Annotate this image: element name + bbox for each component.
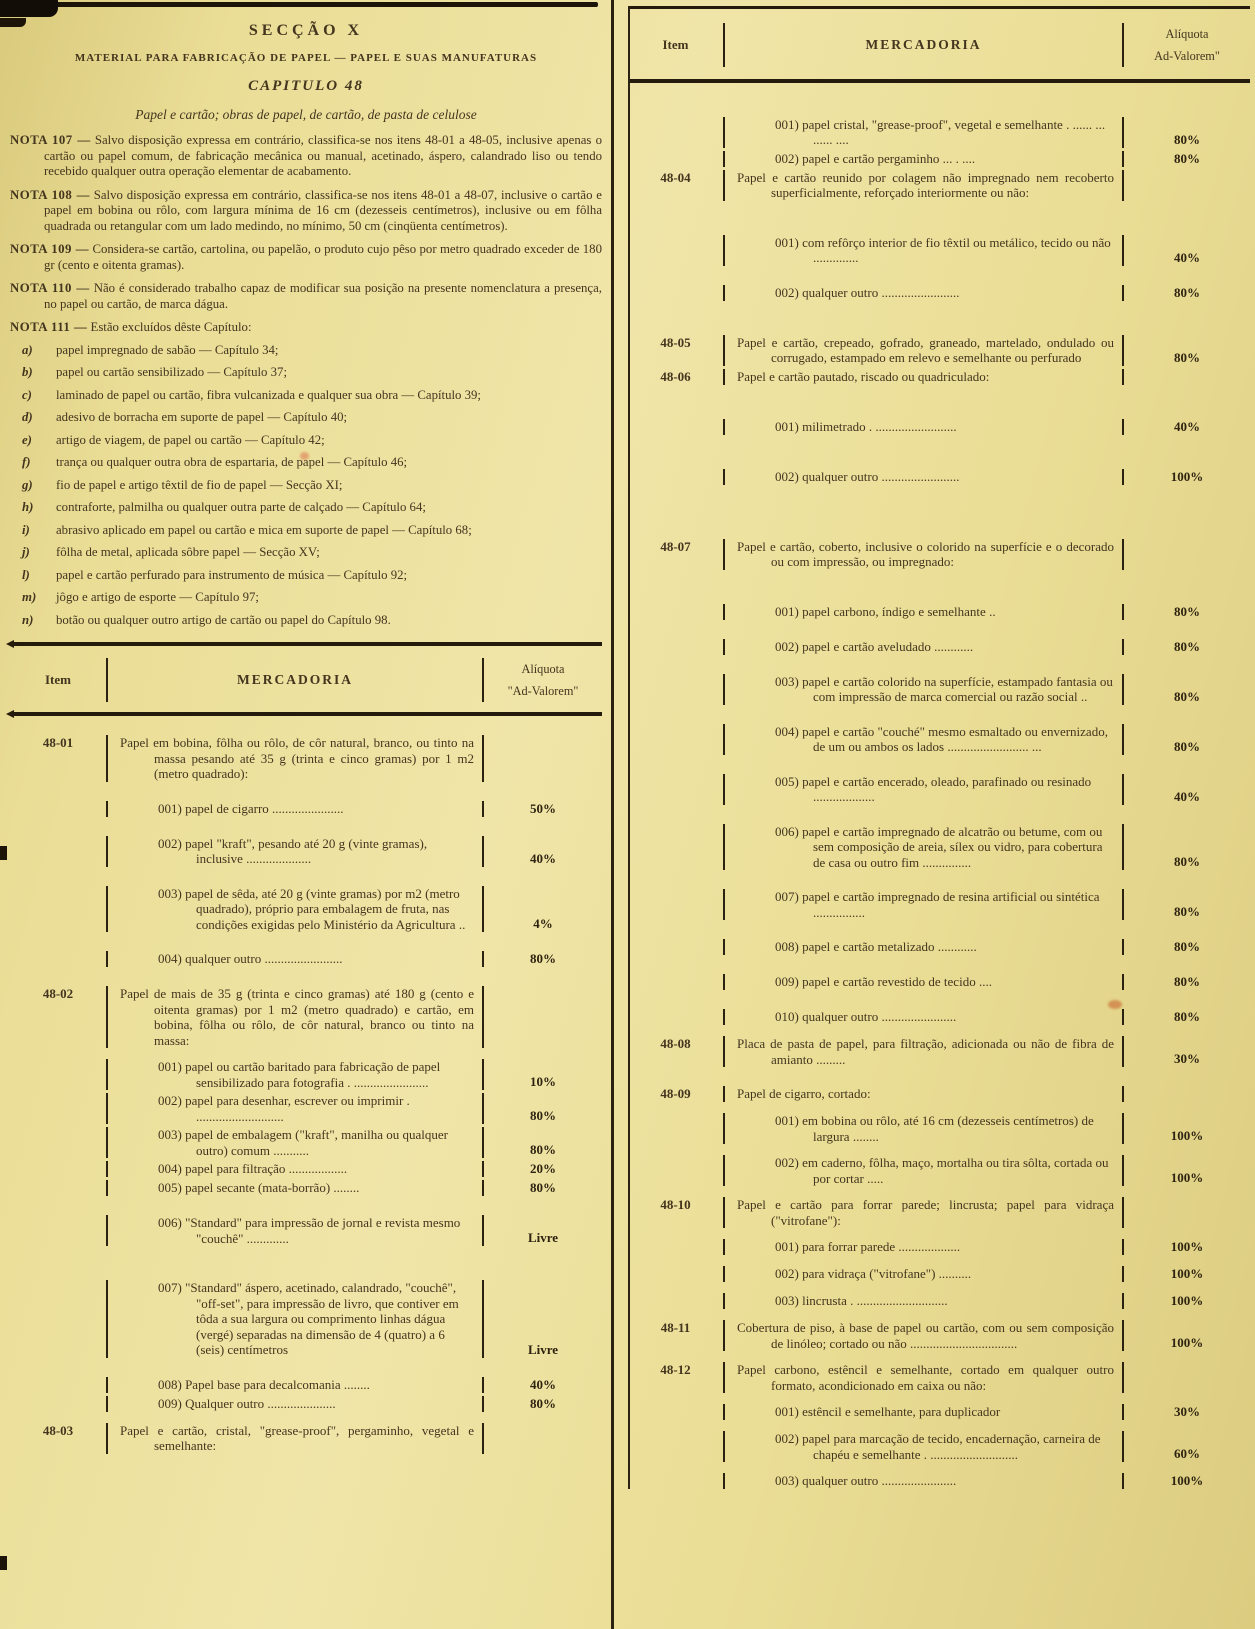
exclusion-item bbox=[10, 568, 602, 584]
aliquota-line1: Alíquota bbox=[1165, 27, 1209, 41]
exclusion-item bbox=[10, 433, 602, 449]
item-description: 001) papel cristal, "grease-proof", vegetal e semelhante . ...... ... ...... .... bbox=[775, 116, 1106, 147]
column-divider-rule bbox=[611, 0, 614, 1629]
item-description: 002) qualquer outro ........................ bbox=[775, 284, 960, 300]
column-header-item: Item bbox=[662, 37, 689, 52]
exclusion-letter: j) bbox=[22, 545, 30, 559]
note-text: Não é considerado trabalho capaz de modificar sua posição na presente nomenclatura a presença, no papel ou cartão, de marca dágua. bbox=[44, 281, 602, 311]
table-row bbox=[628, 235, 1250, 266]
chapter-title: CAPITULO 48 bbox=[248, 78, 364, 94]
table-row bbox=[628, 1293, 1250, 1309]
item-description-cell bbox=[723, 419, 1124, 435]
exclusion-letter: i) bbox=[22, 522, 30, 537]
item-description: 001) papel carbono, índigo e semelhante .. bbox=[775, 603, 996, 619]
exclusion-list bbox=[10, 343, 602, 629]
table-row bbox=[628, 369, 1250, 385]
table-row bbox=[628, 1473, 1250, 1489]
table-row bbox=[628, 1009, 1250, 1025]
table-row bbox=[628, 1320, 1250, 1351]
exclusion-letter: m) bbox=[22, 590, 37, 604]
exclusion-item bbox=[10, 410, 602, 426]
table-row bbox=[10, 735, 602, 782]
aliquota-line2: Ad-Valorem" bbox=[1154, 49, 1220, 63]
table-row bbox=[628, 824, 1250, 871]
item-description: 002) em caderno, fôlha, maço, mortalha ou tira sôlta, cortada ou por cortar ..... bbox=[775, 1155, 1109, 1186]
item-description-cell bbox=[723, 170, 1124, 201]
item-description: 004) papel para filtração .................. bbox=[158, 1161, 348, 1176]
item-description-cell bbox=[106, 1161, 484, 1177]
item-description: 004) papel e cartão "couché" mesmo esmaltado ou envernizado, de um ou ambos os lados ......................... ... bbox=[775, 723, 1108, 754]
table-row bbox=[628, 285, 1250, 301]
exclusion-letter: f) bbox=[22, 455, 31, 469]
section-title: SECÇÃO X bbox=[248, 22, 364, 39]
table-row bbox=[628, 974, 1250, 990]
item-rate: Livre bbox=[527, 1230, 559, 1245]
table-row bbox=[628, 335, 1250, 366]
item-rate: 100% bbox=[1170, 468, 1204, 484]
table-row bbox=[10, 1059, 602, 1090]
item-rate: 80% bbox=[530, 1180, 556, 1195]
table-body bbox=[628, 117, 1250, 1490]
note-text: Estão excluídos dêste Capítulo: bbox=[87, 320, 252, 334]
item-description-cell bbox=[106, 986, 484, 1048]
exclusion-text: artigo de viagem, de papel ou cartão — Capítulo 42; bbox=[56, 432, 325, 447]
exclusion-letter: l) bbox=[22, 567, 30, 582]
right-column bbox=[620, 6, 1250, 1489]
item-rate: 80% bbox=[1174, 603, 1200, 619]
item-description-cell bbox=[106, 801, 484, 817]
exclusion-item bbox=[10, 478, 602, 494]
item-rate: 80% bbox=[530, 1108, 556, 1123]
table-top-rule bbox=[10, 642, 602, 646]
chapter-subtitle: Papel e cartão; obras de papel, de cartão, de pasta de celulose bbox=[135, 107, 477, 122]
note-label: NOTA 110 — bbox=[10, 281, 90, 295]
aliquota-line2: "Ad-Valorem" bbox=[507, 684, 579, 698]
table-row bbox=[10, 801, 602, 817]
table-row bbox=[628, 1362, 1250, 1393]
item-description: 001) papel ou cartão baritado para fabricação de papel sensibilizado para fotografia . ....................... bbox=[158, 1059, 441, 1090]
item-rate: 30% bbox=[1174, 1404, 1200, 1419]
exclusion-text: contraforte, palmilha ou qualquer outra parte de calçado — Capítulo 64; bbox=[56, 500, 426, 514]
item-description: 001) milimetrado . ......................... bbox=[775, 418, 957, 434]
item-description-cell bbox=[723, 889, 1124, 920]
column-header-mercadoria: MERCADORIA bbox=[106, 658, 484, 702]
item-description: 005) papel secante (mata-borrão) ........ bbox=[158, 1180, 360, 1195]
item-rate: 80% bbox=[1174, 150, 1200, 166]
item-description-cell bbox=[723, 1239, 1124, 1255]
exclusion-text: fôlha de metal, aplicada sôbre papel — Secção XV; bbox=[56, 545, 320, 559]
item-code: 48-09 bbox=[660, 1086, 691, 1101]
note-label: NOTA 108 — bbox=[10, 187, 90, 202]
item-description-cell bbox=[106, 1280, 484, 1358]
section-subtitle: MATERIAL PARA FABRICAÇÃO DE PAPEL — PAPEL E SUAS MANUFATURAS bbox=[74, 52, 538, 64]
column-header-aliquota bbox=[484, 658, 602, 702]
table-row bbox=[628, 604, 1250, 620]
table-row bbox=[10, 1127, 602, 1158]
item-description: 010) qualquer outro ....................... bbox=[775, 1009, 957, 1024]
item-description-cell bbox=[723, 1293, 1124, 1309]
item-description: Papel e cartão, cristal, "grease-proof", pergaminho, vegetal e semelhante: bbox=[120, 1422, 474, 1453]
item-rate: 80% bbox=[1174, 974, 1200, 989]
item-description-cell bbox=[723, 639, 1124, 655]
item-code: 48-08 bbox=[660, 1036, 691, 1051]
item-description: 002) papel para desenhar, escrever ou imprimir . ........................... bbox=[158, 1093, 410, 1124]
item-description-cell bbox=[106, 836, 484, 867]
page-heading bbox=[10, 22, 602, 123]
item-description-cell bbox=[723, 235, 1124, 266]
item-code: 48-07 bbox=[660, 538, 691, 554]
item-rate: 100% bbox=[1170, 1335, 1204, 1350]
item-description: Papel e cartão, crepeado, gofrado, graneado, martelado, ondulado ou corrugado, estampado em relevo e semelhante ou perfurado bbox=[737, 334, 1114, 365]
item-description: 007) "Standard" áspero, acetinado, calandrado, "couchê", "off-set", para impressão de livro, que contiver em tôda a sua largura ou comprimento linhas dágua (vergé) separadas na dimensão de 4 (quatro) a 6 (seis) centímetros bbox=[158, 1280, 459, 1357]
item-description-cell bbox=[723, 724, 1124, 755]
table-row bbox=[628, 1266, 1250, 1282]
exclusion-item bbox=[10, 388, 602, 404]
exclusion-text: papel ou cartão sensibilizado — Capítulo 37; bbox=[56, 365, 287, 379]
item-description: 001) papel de cigarro ...................... bbox=[158, 800, 344, 816]
item-description-cell bbox=[723, 1113, 1124, 1144]
table-row bbox=[10, 1180, 602, 1196]
exclusion-text: abrasivo aplicado em papel ou cartão e mica em suporte de papel — Capítulo 68; bbox=[56, 522, 472, 537]
item-code: 48-02 bbox=[42, 986, 74, 1001]
item-description: 006) "Standard" para impressão de jornal e revista mesmo "couchê" ............. bbox=[158, 1215, 461, 1246]
item-rate: 100% bbox=[1170, 1170, 1204, 1185]
edge-mark bbox=[0, 846, 7, 860]
exclusion-letter: a) bbox=[22, 342, 33, 357]
exclusion-letter: h) bbox=[22, 500, 34, 514]
item-description-cell bbox=[723, 1086, 1124, 1102]
column-header-item: Item bbox=[45, 672, 71, 687]
item-rate: 80% bbox=[1174, 738, 1200, 754]
table-row bbox=[628, 774, 1250, 805]
item-description-cell bbox=[106, 735, 484, 782]
item-rate: 80% bbox=[1174, 904, 1200, 919]
item-description: 001) em bobina ou rôlo, até 16 cm (dezesseis centímetros) de largura ........ bbox=[775, 1113, 1094, 1144]
item-description: 003) qualquer outro ....................... bbox=[775, 1473, 957, 1488]
item-rate: 80% bbox=[530, 1395, 556, 1411]
item-description-cell bbox=[723, 1036, 1124, 1067]
item-rate: 40% bbox=[1174, 249, 1200, 265]
item-description: 002) papel e cartão pergaminho ... . .... bbox=[775, 150, 976, 166]
note bbox=[10, 133, 602, 180]
item-description: 006) papel e cartão impregnado de alcatrão ou betume, com ou sem composição de areia, sílex ou vidro, para cobertura de casa ou outro fim ............... bbox=[775, 823, 1103, 870]
item-rate: 80% bbox=[1174, 1009, 1200, 1024]
exclusion-text: botão ou qualquer outro artigo de cartão ou papel do Capítulo 98. bbox=[56, 612, 391, 627]
table-header-rule bbox=[628, 79, 1250, 83]
exclusion-letter: c) bbox=[22, 387, 32, 402]
item-rate: 80% bbox=[1174, 854, 1200, 869]
column-header-mercadoria: MERCADORIA bbox=[723, 23, 1124, 67]
item-rate: Livre bbox=[527, 1341, 559, 1357]
item-description-cell bbox=[106, 1093, 484, 1124]
item-description-cell bbox=[723, 824, 1124, 871]
table-row bbox=[10, 1280, 602, 1358]
item-description-cell bbox=[106, 951, 484, 967]
item-description-cell bbox=[723, 285, 1124, 301]
exclusion-item bbox=[10, 523, 602, 539]
item-description-cell bbox=[106, 1396, 484, 1412]
item-description-cell bbox=[723, 1266, 1124, 1282]
exclusion-text: trança ou qualquer outra obra de espartaria, de papel — Capítulo 46; bbox=[56, 455, 408, 469]
table-row bbox=[628, 1239, 1250, 1255]
item-code: 48-06 bbox=[660, 368, 691, 384]
item-description: Papel de cigarro, cortado: bbox=[737, 1086, 871, 1101]
note-text: Salvo disposição expressa em contrário, classifica-se nos itens 48-01 a 48-07, inclusive o cartão e papel em bobina ou rôlo, com largura mínima de 16 cm (dezesseis centímetros), inclusive ou em fôlha quadrada ou retangular com um lado medindo, no mínimo, 50 cm (cinqüenta centímetros). bbox=[44, 187, 602, 233]
table-row bbox=[628, 170, 1250, 201]
item-description: 002) qualquer outro ........................ bbox=[775, 468, 960, 484]
item-description: 003) papel de embalagem ("kraft", manilha ou qualquer outro) comum ........... bbox=[158, 1127, 449, 1158]
item-description: 002) para vidraça ("vitrofane") .......... bbox=[775, 1266, 972, 1281]
exclusion-item bbox=[10, 613, 602, 629]
item-rate: 100% bbox=[1170, 1293, 1204, 1308]
item-description-cell bbox=[723, 974, 1124, 990]
table-row bbox=[10, 1161, 602, 1177]
table-row bbox=[628, 1197, 1250, 1228]
table-row bbox=[628, 469, 1250, 485]
table-header-rule bbox=[10, 712, 602, 716]
item-rate: 40% bbox=[530, 1376, 556, 1392]
item-description-cell bbox=[723, 1197, 1124, 1228]
item-description-cell bbox=[723, 1320, 1124, 1351]
item-code: 48-03 bbox=[42, 1422, 74, 1438]
item-description-cell bbox=[723, 1155, 1124, 1186]
tariff-table-left bbox=[10, 642, 602, 1454]
exclusion-letter: e) bbox=[22, 432, 32, 447]
right-table-left-border bbox=[628, 6, 630, 1489]
item-description: 005) papel e cartão encerado, oleado, parafinado ou resinado ................... bbox=[775, 773, 1092, 804]
item-description-cell bbox=[106, 1180, 484, 1196]
table-row bbox=[628, 117, 1250, 148]
item-description-cell bbox=[723, 1404, 1124, 1420]
exclusion-item bbox=[10, 365, 602, 381]
table-row bbox=[628, 939, 1250, 955]
item-description: 001) com refôrço interior de fio têxtil ou metálico, tecido ou não .............. bbox=[775, 234, 1111, 265]
note-text: Considera-se cartão, cartolina, ou papelão, o produto cujo pêso por metro quadrado exceder de 180 gr (cento e oitenta gramas). bbox=[44, 242, 602, 272]
item-code: 48-11 bbox=[660, 1320, 691, 1335]
item-description-cell bbox=[723, 1431, 1124, 1462]
item-rate: 40% bbox=[530, 850, 556, 866]
chapter-notes bbox=[10, 133, 602, 336]
table-header bbox=[10, 646, 602, 712]
aliquota-line1: Alíquota bbox=[521, 662, 565, 676]
exclusion-letter: d) bbox=[22, 410, 33, 424]
item-description: 003) papel de sêda, até 20 g (vinte gramas) por m2 (metro quadrado), próprio para embalagem de fruta, nas condições exigidas pelo Ministério da Agricultura .. bbox=[158, 885, 466, 932]
note bbox=[10, 188, 602, 235]
note-label: NOTA 109 — bbox=[10, 242, 90, 256]
table-row bbox=[628, 639, 1250, 655]
item-rate: 100% bbox=[1170, 1266, 1204, 1281]
item-code: 48-05 bbox=[660, 334, 691, 350]
table-row bbox=[628, 151, 1250, 167]
item-code: 48-01 bbox=[42, 735, 74, 750]
item-rate: 80% bbox=[1174, 349, 1200, 365]
item-description: 003) papel e cartão colorido na superfície, estampado fantasia ou com impressão de marca comercial ou razão social .. bbox=[775, 673, 1113, 704]
item-description-cell bbox=[723, 774, 1124, 805]
item-description-cell bbox=[723, 1473, 1124, 1489]
exclusion-text: papel impregnado de sabão — Capítulo 34; bbox=[56, 342, 279, 357]
exclusion-letter: b) bbox=[22, 365, 33, 379]
item-description: Papel em bobina, fôlha ou rôlo, de côr natural, branco, ou tinto na massa pesando até 35 g (trinta e cinco gramas) por 1 m2 (metro quadrado): bbox=[120, 735, 474, 781]
top-edge-rule bbox=[28, 2, 598, 7]
table-row bbox=[10, 951, 602, 967]
exclusion-item bbox=[10, 343, 602, 359]
item-rate: 40% bbox=[1174, 418, 1200, 434]
item-rate: 50% bbox=[530, 800, 556, 816]
table-row bbox=[628, 1431, 1250, 1462]
edge-mark bbox=[0, 1556, 7, 1570]
item-rate: 40% bbox=[1174, 788, 1200, 804]
item-rate: 100% bbox=[1170, 1239, 1204, 1254]
exclusion-text: jôgo e artigo de esporte — Capítulo 97; bbox=[56, 590, 259, 604]
item-description: 009) Qualquer outro ..................... bbox=[158, 1395, 336, 1411]
exclusion-item bbox=[10, 545, 602, 561]
item-description-cell bbox=[723, 369, 1124, 385]
note bbox=[10, 281, 602, 312]
table-row bbox=[10, 836, 602, 867]
item-description: Papel carbono, estêncil e semelhante, cortado em qualquer outro formato, acondicionado em caixa ou não: bbox=[737, 1362, 1114, 1393]
table-header bbox=[628, 9, 1250, 79]
item-description: 008) papel e cartão metalizado ............ bbox=[775, 939, 977, 954]
table-row bbox=[628, 1036, 1250, 1067]
item-rate: 80% bbox=[1174, 939, 1200, 954]
table-row bbox=[628, 1155, 1250, 1186]
item-description: 001) para forrar parede ................... bbox=[775, 1239, 961, 1254]
item-rate: 4% bbox=[533, 916, 553, 931]
table-row bbox=[10, 1396, 602, 1412]
table-row bbox=[628, 1404, 1250, 1420]
item-rate: 80% bbox=[1174, 688, 1200, 704]
table-row bbox=[628, 419, 1250, 435]
note bbox=[10, 242, 602, 273]
item-description: 002) papel para marcação de tecido, encadernação, carneira de chapéu e semelhante . ........................... bbox=[775, 1431, 1101, 1462]
note-label: NOTA 111 — bbox=[10, 320, 88, 334]
item-description: 003) lincrusta . ............................ bbox=[775, 1293, 948, 1308]
exclusion-text: laminado de papel ou cartão, fibra vulcanizada e qualquer sua obra — Capítulo 39; bbox=[56, 387, 481, 402]
note-text: Salvo disposição expressa em contrário, classifica-se nos itens 48-01 a 48-05, inclusive apenas o cartão ou papel comum, de fabricação mecânica ou manual, acetinado, áspero, calandrado liso ou tendo recebido qualquer outra operação elementar de acabamento. bbox=[44, 133, 602, 178]
exclusion-item bbox=[10, 590, 602, 606]
item-description-cell bbox=[723, 335, 1124, 366]
table-body bbox=[10, 735, 602, 1454]
table-row bbox=[10, 886, 602, 933]
item-rate: 20% bbox=[530, 1161, 556, 1176]
exclusion-text: adesivo de borracha em suporte de papel — Capítulo 40; bbox=[56, 410, 348, 424]
item-rate: 100% bbox=[1170, 1473, 1204, 1488]
note bbox=[10, 320, 602, 336]
item-description: Cobertura de piso, à base de papel ou cartão, com ou sem composição de linóleo; cortado ou não ................................. bbox=[737, 1320, 1114, 1351]
item-description: Papel de mais de 35 g (trinta e cinco gramas) até 180 g (cento e oitenta gramas) por 1 m2 (metro quadrado) e cartão, em bobina, fôlha ou rôlo, de côr natural, branco ou tinto na massa: bbox=[120, 986, 474, 1048]
table-row bbox=[10, 1423, 602, 1454]
item-description-cell bbox=[723, 151, 1124, 167]
table-row bbox=[10, 1093, 602, 1124]
item-description-cell bbox=[723, 117, 1124, 148]
column-header-aliquota bbox=[1124, 23, 1250, 67]
table-row bbox=[628, 1113, 1250, 1144]
table-row bbox=[628, 674, 1250, 705]
table-row bbox=[10, 1215, 602, 1246]
item-description-cell bbox=[106, 1059, 484, 1090]
table-row bbox=[628, 1086, 1250, 1102]
item-description: 002) papel "kraft", pesando até 20 g (vinte gramas), inclusive .................... bbox=[158, 835, 428, 866]
item-description-cell bbox=[106, 1377, 484, 1393]
item-description-cell bbox=[723, 1362, 1124, 1393]
item-description-cell bbox=[723, 1009, 1124, 1025]
item-description-cell bbox=[106, 1215, 484, 1246]
exclusion-item bbox=[10, 455, 602, 471]
item-description: 002) papel e cartão aveludado ............ bbox=[775, 638, 974, 654]
item-rate: 10% bbox=[530, 1074, 556, 1089]
item-description-cell bbox=[723, 469, 1124, 485]
item-description-cell bbox=[723, 539, 1124, 570]
exclusion-letter: g) bbox=[22, 477, 33, 492]
table-row bbox=[628, 724, 1250, 755]
item-description: Papel e cartão pautado, riscado ou quadriculado: bbox=[737, 368, 990, 384]
item-description: 007) papel e cartão impregnado de resina artificial ou sintética ................ bbox=[775, 889, 1100, 920]
item-rate: 80% bbox=[1174, 284, 1200, 300]
exclusion-text: papel e cartão perfurado para instrumento de música — Capítulo 92; bbox=[56, 567, 408, 582]
exclusion-item bbox=[10, 500, 602, 516]
item-description: 001) estêncil e semelhante, para duplicador bbox=[775, 1404, 1001, 1419]
item-description-cell bbox=[106, 1127, 484, 1158]
table-row bbox=[10, 986, 602, 1048]
table-row bbox=[628, 539, 1250, 570]
exclusion-text: fio de papel e artigo têxtil de fio de papel — Secção XI; bbox=[56, 477, 343, 492]
item-rate: 80% bbox=[530, 951, 556, 966]
item-rate: 60% bbox=[1174, 1446, 1200, 1461]
table-row bbox=[628, 889, 1250, 920]
item-description-cell bbox=[106, 886, 484, 933]
item-rate: 80% bbox=[530, 1142, 556, 1157]
item-description: 004) qualquer outro ........................ bbox=[158, 951, 343, 966]
item-description: Papel e cartão reunido por colagem não impregnado nem recoberto superficialmente, reforçado interiormente ou não: bbox=[737, 169, 1114, 200]
item-description: 009) papel e cartão revestido de tecido .... bbox=[775, 974, 992, 989]
item-rate: 80% bbox=[1174, 638, 1200, 654]
item-description: Papel e cartão, coberto, inclusive o colorido na superfície e o decorado ou com impressão, ou impregnado: bbox=[737, 538, 1114, 569]
item-description: 008) Papel base para decalcomania ........ bbox=[158, 1376, 370, 1392]
item-rate: 100% bbox=[1170, 1128, 1204, 1143]
item-description-cell bbox=[723, 674, 1124, 705]
item-rate: 30% bbox=[1174, 1051, 1200, 1066]
tariff-table-right bbox=[628, 6, 1250, 1489]
item-rate: 80% bbox=[1174, 131, 1200, 147]
exclusion-letter: n) bbox=[22, 612, 34, 627]
table-row bbox=[10, 1377, 602, 1393]
item-description: Papel e cartão para forrar parede; lincrusta; papel para vidraça ("vitrofane"): bbox=[737, 1197, 1114, 1228]
item-description-cell bbox=[106, 1423, 484, 1454]
item-code: 48-12 bbox=[660, 1362, 691, 1377]
item-description-cell bbox=[723, 604, 1124, 620]
left-column bbox=[10, 12, 602, 1454]
item-description-cell bbox=[723, 939, 1124, 955]
note-label: NOTA 107 — bbox=[10, 133, 91, 147]
item-code: 48-10 bbox=[660, 1197, 691, 1212]
item-code: 48-04 bbox=[660, 169, 691, 185]
item-description: Placa de pasta de papel, para filtração, adicionada ou não de fibra de amianto ......... bbox=[737, 1036, 1114, 1067]
